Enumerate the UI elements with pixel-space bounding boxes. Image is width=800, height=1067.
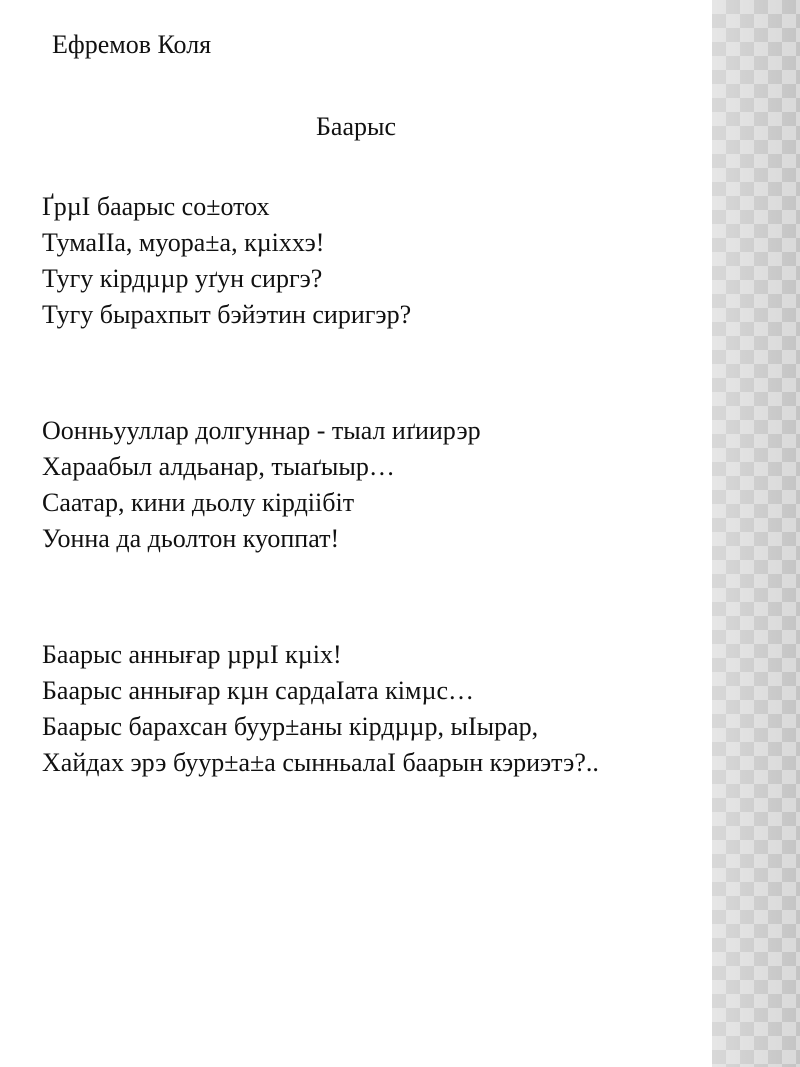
poem-line: Саатар, кини дьолу кірдіібіт (42, 488, 355, 517)
poem-line: Оонньууллар долгуннар - тыал иґиирэр (42, 416, 481, 445)
poem-line: Хараабыл алдьанар, тыаґыыр… (42, 452, 395, 481)
stanza-2 (42, 413, 682, 557)
poem-title: Баарыс (315, 112, 397, 141)
poem-line: Баарыс аннығар µрµІ кµіх! (42, 640, 342, 669)
poem-line: ҐрµІ баарыс со±отох (42, 192, 270, 221)
poem-line: Баарыс аннығар кµн сардаІата кімµс… (42, 676, 474, 705)
poem-body (42, 189, 682, 781)
poem-line: Тугу бырахпыт бэйэтин сиригэр? (42, 300, 412, 329)
decorative-side-pattern (712, 0, 800, 1067)
stanza-3 (42, 637, 682, 781)
poem-line: ТумаІІа, муора±а, кµіххэ! (42, 228, 325, 257)
poem-line: Уонна да дьолтон куоппат! (42, 524, 340, 553)
stanza-1 (42, 189, 682, 333)
author-name: Ефремов Коля (52, 30, 212, 59)
poem-line: Хайдах эрэ буур±а±а сынньалаІ баарын кэриэтэ?.. (42, 748, 599, 777)
poem-line: Тугу кірдµµр уґун сиргэ? (42, 264, 323, 293)
poem-line: Баарыс барахсан буур±аны кірдµµр, ыІырар, (42, 712, 539, 741)
